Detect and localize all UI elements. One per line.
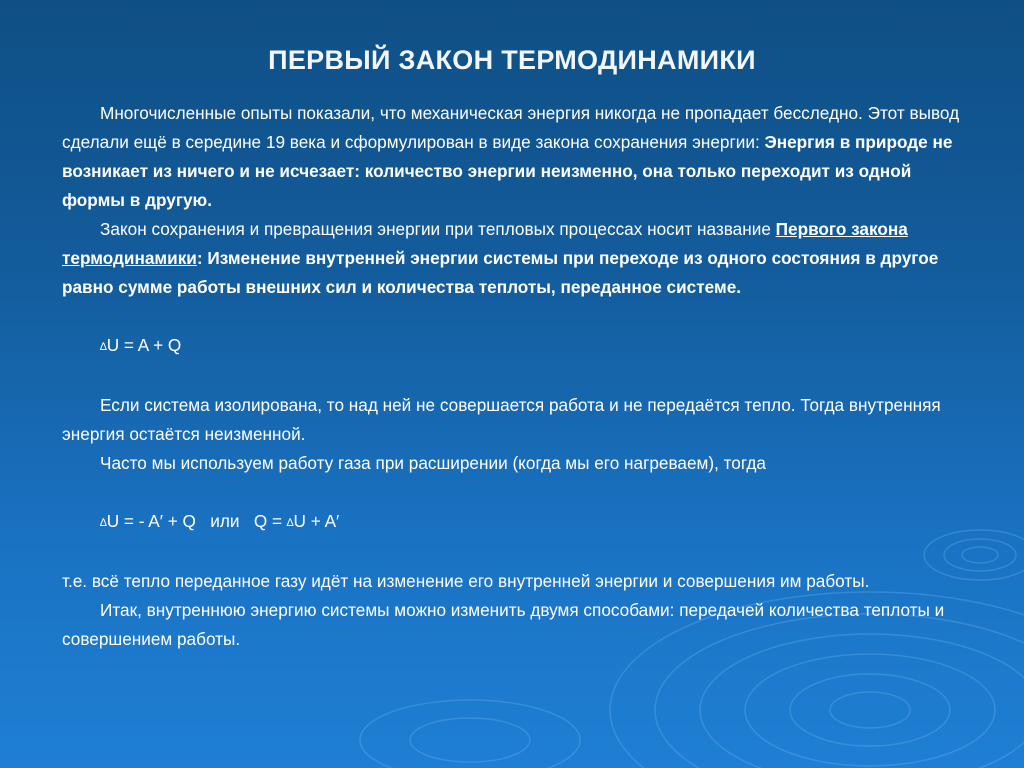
formula-right-a: Q =: [253, 511, 287, 531]
energy-law-statement: Энергия в природе не возникает из ничего и не исчезает: количество энергии неизменно, она только переходит из одной формы в другую.: [62, 132, 953, 210]
formula-first-law: [62, 331, 962, 362]
slide-title: ПЕРВЫЙ ЗАКОН ТЕРМОДИНАМИКИ: [268, 45, 756, 75]
paragraph-text: Многочисленные опыты показали, что механическая энергия никогда не пропадает бесследно. Этот вывод сделали ещё в середине 19 века и сформулирован в виде закона сохранения энергии:: [62, 103, 960, 152]
first-law-statement: : Изменение внутренней энергии системы при переходе из одного состояния в другое равно сумме работы внешних сил и количества теплоты, переданное системе.: [62, 248, 939, 297]
paragraph-heat-transfer: т.е. всё тепло переданное газу идёт на изменение его внутренней энергии и совершения им работы.: [62, 571, 870, 591]
formula-right-b: U + A′: [293, 511, 340, 531]
paragraph-conclusion: Итак, внутреннюю энергию системы можно изменить двумя способами: передачей количества теплоты и совершением работы.: [62, 600, 945, 649]
delta-symbol: ∆: [100, 341, 107, 353]
slide-content: [62, 99, 962, 654]
first-law-term: Первого закона термодинамики: [62, 219, 908, 268]
delta-symbol: ∆: [286, 517, 294, 529]
formula-expression: U = A + Q: [106, 335, 182, 355]
formula-left: U = - A′ + Q: [106, 511, 196, 531]
delta-symbol: ∆: [100, 517, 107, 529]
paragraph-gas-work: Часто мы используем работу газа при расширении (когда мы его нагреваем), тогда: [100, 453, 766, 473]
paragraph-energy-conservation: [62, 99, 962, 215]
paragraph-isolated-system: Если система изолирована, то над ней не совершается работа и не передаётся тепло. Тогда внутренняя энергия остаётся неизменной.: [62, 395, 941, 444]
formula-or: или: [210, 511, 240, 531]
paragraph-text: Закон сохранения и превращения энергии при тепловых процессах носит название: [100, 219, 776, 239]
formula-gas-expansion: [62, 507, 962, 538]
paragraph-first-law: [62, 215, 962, 302]
